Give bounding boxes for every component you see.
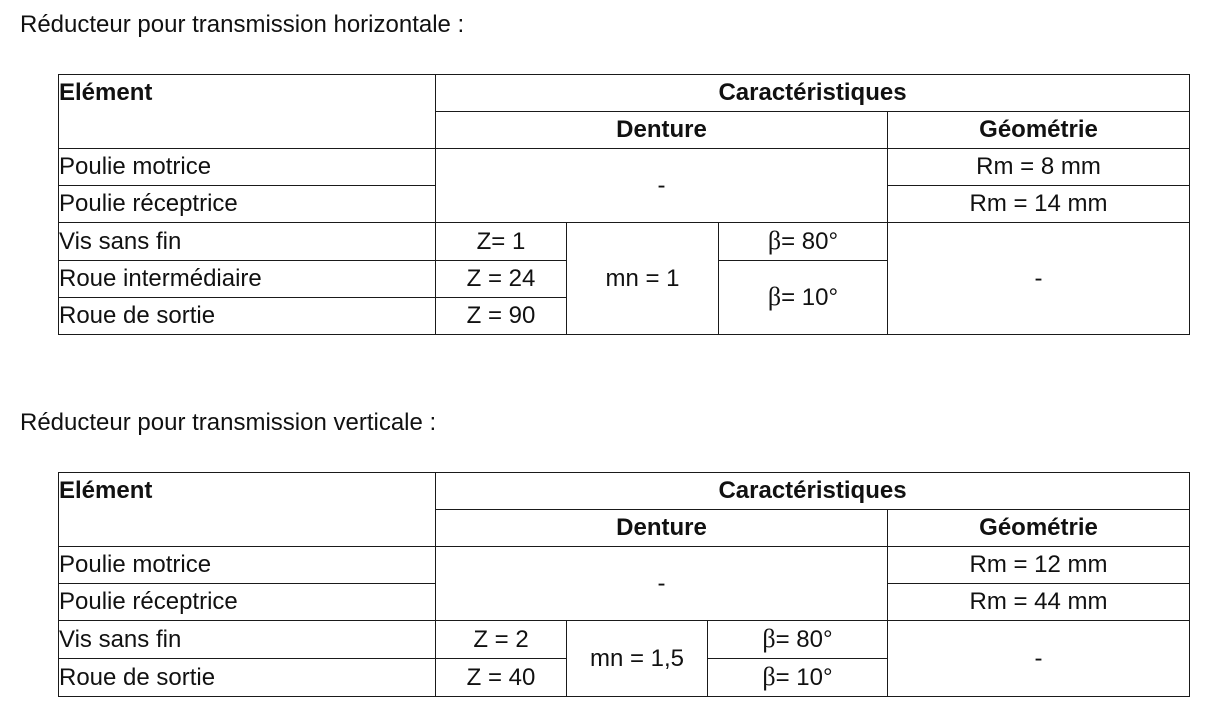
beta-value: = 10° <box>775 664 833 691</box>
geometrie-empty-cell: - <box>888 621 1190 697</box>
vertical-reducer-table <box>58 472 1190 697</box>
beta-vis-sans-fin <box>719 223 888 261</box>
beta-vis-sans-fin <box>708 621 888 659</box>
z-roue-sortie: Z = 40 <box>436 659 567 697</box>
row-label-vis-sans-fin: Vis sans fin <box>59 223 436 261</box>
row-label-poulie-motrice: Poulie motrice <box>59 149 436 186</box>
geometrie-header: Géométrie <box>888 112 1190 149</box>
mn-cell: mn = 1 <box>567 223 719 335</box>
denture-empty-cell: - <box>436 547 888 621</box>
denture-empty-cell: - <box>436 149 888 223</box>
row-label-poulie-receptrice: Poulie réceptrice <box>59 186 436 223</box>
geometrie-header: Géométrie <box>888 510 1190 547</box>
section2-title: Réducteur pour transmission verticale : <box>20 409 437 436</box>
beta-symbol: β <box>767 282 782 311</box>
beta-symbol: β <box>762 662 776 691</box>
element-header: Elément <box>59 473 436 547</box>
horizontal-reducer-table <box>58 74 1190 335</box>
row-label-roue-sortie: Roue de sortie <box>59 298 436 335</box>
beta-symbol: β <box>767 226 782 255</box>
caracteristiques-header: Caractéristiques <box>436 473 1190 510</box>
geometrie-poulie-receptrice: Rm = 44 mm <box>888 584 1190 621</box>
geometrie-poulie-receptrice: Rm = 14 mm <box>888 186 1190 223</box>
geometrie-poulie-motrice: Rm = 8 mm <box>888 149 1190 186</box>
row-label-roue-sortie: Roue de sortie <box>59 659 436 697</box>
beta-roue-sortie <box>708 659 888 697</box>
z-vis-sans-fin: Z= 1 <box>436 223 567 261</box>
beta-value: = 10° <box>781 284 839 311</box>
row-label-poulie-motrice: Poulie motrice <box>59 547 436 584</box>
geometrie-poulie-motrice: Rm = 12 mm <box>888 547 1190 584</box>
geometrie-empty-cell: - <box>888 223 1190 335</box>
caracteristiques-header: Caractéristiques <box>436 75 1190 112</box>
z-roue-intermediaire: Z = 24 <box>436 261 567 298</box>
denture-header: Denture <box>436 112 888 149</box>
beta-shared <box>719 261 888 335</box>
z-roue-sortie: Z = 90 <box>436 298 567 335</box>
element-header: Elément <box>59 75 436 149</box>
z-vis-sans-fin: Z = 2 <box>436 621 567 659</box>
row-label-poulie-receptrice: Poulie réceptrice <box>59 584 436 621</box>
beta-symbol: β <box>762 624 776 653</box>
mn-cell: mn = 1,5 <box>567 621 708 697</box>
row-label-vis-sans-fin: Vis sans fin <box>59 621 436 659</box>
beta-value: = 80° <box>775 626 833 653</box>
beta-value: = 80° <box>781 228 839 255</box>
row-label-roue-intermediaire: Roue intermédiaire <box>59 261 436 298</box>
section1-title: Réducteur pour transmission horizontale : <box>20 11 465 38</box>
denture-header: Denture <box>436 510 888 547</box>
